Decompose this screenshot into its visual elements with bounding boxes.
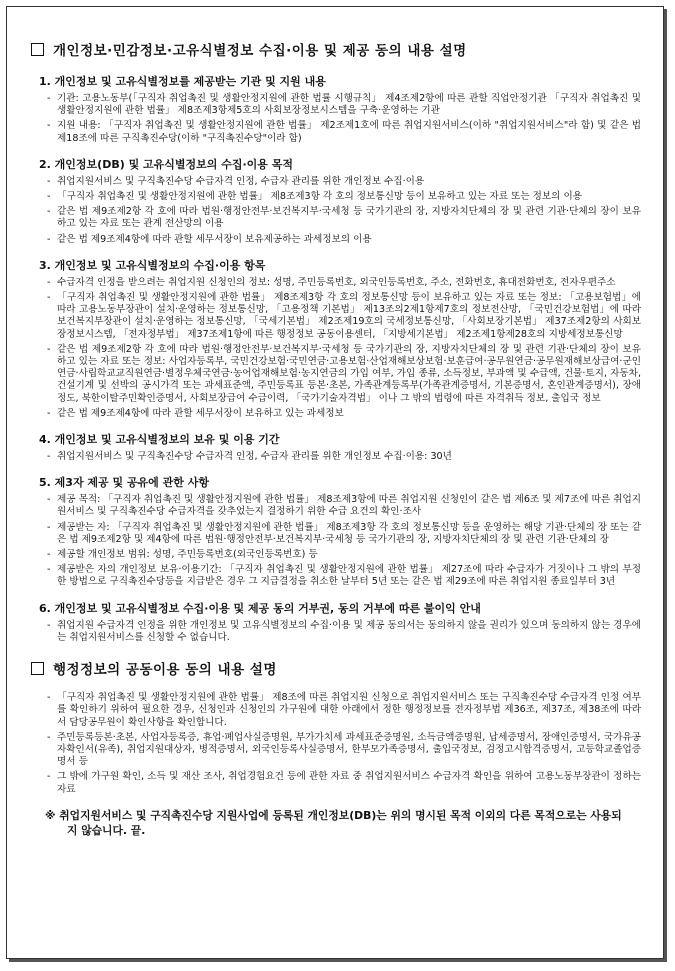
section-items bbox=[31, 494, 641, 588]
section-1 bbox=[31, 73, 641, 145]
section-title: 4. 개인정보 및 고유식별정보의 보유 및 이용 기간 bbox=[39, 433, 280, 447]
list-item: - 취업지원서비스 및 구직촉진수당 수급자격 인정, 수급자 관리를 위한 개인정보 수집·이용 bbox=[47, 176, 641, 188]
list-item: - 기관: 고용노동부(「구직자 취업촉진 및 생활안정지원에 관한 법률 시행규칙」 제4조제2항에 따른 관할 직업안정기관 「구직자 취업촉진 및 생활안정지원에 관한 법률」 제8조제3항제5호의 사회보장정보시스템을 구축·운영하는 기관 bbox=[47, 93, 641, 117]
section-title: 1. 개인정보 및 고유식별정보를 제공받는 기관 및 지원 내용 bbox=[39, 75, 326, 88]
section-title: 6. 개인정보 및 고유식별정보 수집·이용 및 제공 동의 거부권, 동의 거부에 따른 불이익 안내 bbox=[39, 601, 481, 615]
section-2 bbox=[31, 156, 641, 246]
section-items bbox=[31, 176, 641, 246]
section-items bbox=[31, 277, 641, 420]
list-item: - 제공받는 자: 「구직자 취업촉진 및 생활안정지원에 관한 법률」 제8조제3항 각 호의 정보통신망 등을 운영하는 해당 기관·단체의 장 또는 같은 법 제9조제2항 및 제4항에 따른 법원·행정안전부·보건복지부·국세청 등 국가기관의 장, 지방자치단체의 장 및 관련 기관·단체의 장 bbox=[47, 522, 641, 546]
checkbox-square-icon bbox=[31, 43, 44, 56]
list-item: - 「구직자 취업촉진 및 생활안정지원에 관한 법률」 제8조에 따른 취업지원 신청으로 취업지원서비스 또는 구직촉진수당 수급자격 인정 여부를 확인하기 위하여 필요한 경우, 신청인과 신청인의 가구원에 대한 아래에서 정한 행정정보를 전자정부법 제36조, 제37조, 제38조에 따라서 담당공무원이 확인사항을 확인합니다. bbox=[47, 692, 641, 729]
list-item: - 수급자격 인정을 받으려는 취업지원 신청인의 정보: 성명, 주민등록번호, 외국인등록번호, 주소, 전화번호, 휴대전화번호, 전자우편주소 bbox=[47, 277, 641, 289]
footnote: ※ 취업지원서비스 및 구직촉진수당 지원사업에 등록된 개인정보(DB)는 위의 명시된 목적 이외의 다른 목적으로는 사용되지 않습니다. 끝. bbox=[45, 808, 622, 837]
document-title: 개인정보·민감정보·고유식별정보 수집·이용 및 제공 동의 내용 설명 bbox=[53, 43, 467, 59]
document-frame bbox=[6, 6, 664, 959]
list-item: - 「구직자 취업촉진 및 생활안정지원에 관한 법률」 제8조제3항 각 호의 정보통신망 등이 보유하고 있는 자료 또는 정보: 「고용보험법」에 따라 고용노동부장관이 설치·운영하는 정보통신망, 「고용정책 기본법」 제13조의2제1항제7호의 정보전산망, 「국민건강보험법」에 따라 보건복지부장관이 설치·운영하는 정보통신망, 「국세기본법」 제2조제19호의 국세정보통신망, 「사회보장기본법」 제37조제2항의 사회보장정보시스템, 「전자정부법」 제37조제1항에 따른 행정정보 공동이용센터, 「지방세기본법」 제2조제1항제28호의 지방세정보통신망 bbox=[47, 292, 641, 341]
checkbox-square-icon bbox=[31, 662, 44, 675]
section-4 bbox=[31, 431, 641, 463]
list-item: - 같은 법 제9조제4항에 따라 관할 세무서장이 보유하고 있는 과세정보 bbox=[47, 408, 641, 420]
list-item: - 제공 목적: 「구직자 취업촉진 및 생활안정지원에 관한 법률」 제8조제3항에 따른 취업지원 신청인이 같은 법 제6조 및 제7조에 따른 취업지원서비스 및 구직촉진수당 수급자격을 갖추었는지 결정하기 위한 수급 요건의 확인·조사 bbox=[47, 494, 641, 518]
list-item: - 「구직자 취업촉진 및 생활안정지원에 관한 법률」 제8조제3항 각 호의 정보통신망 등이 보유하고 있는 자료 또는 정보의 이용 bbox=[47, 191, 641, 203]
section2-title: 행정정보의 공동이용 동의 내용 설명 bbox=[53, 662, 277, 679]
section2-heading bbox=[31, 658, 641, 678]
section1-heading bbox=[31, 39, 641, 59]
list-item: - 제공받은 자의 개인정보 보유·이용기간: 「구직자 취업촉진 및 생활안정지원에 관한 법률」 제27조에 따라 수급자가 거짓이나 그 밖의 부정한 방법으로 구직촉진수당등을 지급받은 경우 그 지급결정을 취소한 날부터 5년 또는 같은 법 제29조에 따른 취업지원 종료일부터 3년 bbox=[47, 564, 641, 588]
list-item: - 취업지원서비스 및 구직촉진수당 수급자격 인정, 수급자 관리를 위한 개인정보 수집·이용: 30년 bbox=[47, 451, 641, 463]
section-6 bbox=[31, 600, 641, 644]
sections-container bbox=[31, 73, 641, 644]
section-title: 3. 개인정보 및 고유식별정보의 수집·이용 항목 bbox=[39, 258, 266, 272]
list-item: - 같은 법 제9조제2항 각 호에 따라 법원·행정안전부·보건복지부·국세청 등 국가기관의 장, 지방자치단체의 장 및 관련 기관·단체의 장이 보유하고 있는 자료 또는 관계 전산망의 이용 bbox=[47, 206, 641, 230]
section-items bbox=[31, 620, 641, 644]
list-item: - 같은 법 제9조제4항에 따라 관할 세무서장이 보유제공하는 과세정보의 이용 bbox=[47, 234, 641, 246]
list-item: - 취업지원 수급자격 인정을 위한 개인정보 및 고유식별정보의 수집·이용 및 제공 동의서는 동의하지 않을 권리가 있으며 동의하지 않는 경우에는 취업지원서비스를 신청할 수 없습니다. bbox=[47, 620, 641, 644]
section-3 bbox=[31, 257, 641, 420]
section-title: 2. 개인정보(DB) 및 고유식별정보의 수집·이용 목적 bbox=[39, 157, 293, 171]
list-item: - 그 밖에 가구원 확인, 소득 및 재산 조사, 취업경험요건 등에 관한 자료 중 취업지원서비스 수급자격 확인을 위하여 고용노동부장관이 정하는 자료 bbox=[47, 771, 641, 795]
list-item: - 제공할 개인정보 범위: 성명, 주민등록번호(외국인등록번호) 등 bbox=[47, 549, 641, 561]
section-items bbox=[31, 451, 641, 463]
list-item: - 주민등록등본·초본, 사업자등록증, 휴업·폐업사실증명원, 부가가치세 과세표준증명원, 소득금액증명원, 납세증명서, 장애인증명서, 국가유공자확인서(유족), 취업지원대상자, 병적증명서, 외국인등록사실증명서, 한부모가족증명서, 출입국정보, 검정고시합격증명서, 고등학교졸업증명서 등 bbox=[47, 732, 641, 769]
list-item: - 지원 내용: 「구직자 취업촉진 및 생활안정지원에 관한 법률」 제2조제1호에 따른 취업지원서비스(이하 "취업지원서비스"라 함) 및 같은 법 제18조에 따른 구직촉진수당(이하 "구직촉진수당"이라 함) bbox=[47, 120, 641, 144]
section-title: 5. 제3자 제공 및 공유에 관한 사항 bbox=[39, 476, 209, 490]
section-5 bbox=[31, 474, 641, 588]
section-items bbox=[31, 93, 641, 145]
document-body bbox=[7, 7, 663, 838]
list-item: - 같은 법 제9조제2항 각 호에 따라 법원·행정안전부·보건복지부·국세청 등 국가기관의 장, 지방자치단체의 장 및 관련 기관·단체의 장이 보유하고 있는 자료 또는 정보: 사업자등록부, 국민건강보험·국민연금·고용보험·산업재해보상보험·보훈급여·공무원연금·공무원재해보상급여·군인연금·사립학교교직원연금·별정우체국연금·농어업재해보험·농지연금의 가입 여부, 가입 종류, 소득정보, 부과액 및 수급액, 건물·토지, 자동차, 건설기계 및 선박의 공시가격 또는 과세표준액, 주민등록표 등본·초본, 가족관계등록부(가족관계증명서, 기본증명서, 혼인관계증명서), 장애 정도, 북한이탈주민확인증명서, 사회보장급여 수급이력, 「국가기술자격법」 이나 그 밖의 법령에 따른 자격취득 정보, 출입국 정보 bbox=[47, 344, 641, 405]
section2-list bbox=[31, 692, 641, 796]
